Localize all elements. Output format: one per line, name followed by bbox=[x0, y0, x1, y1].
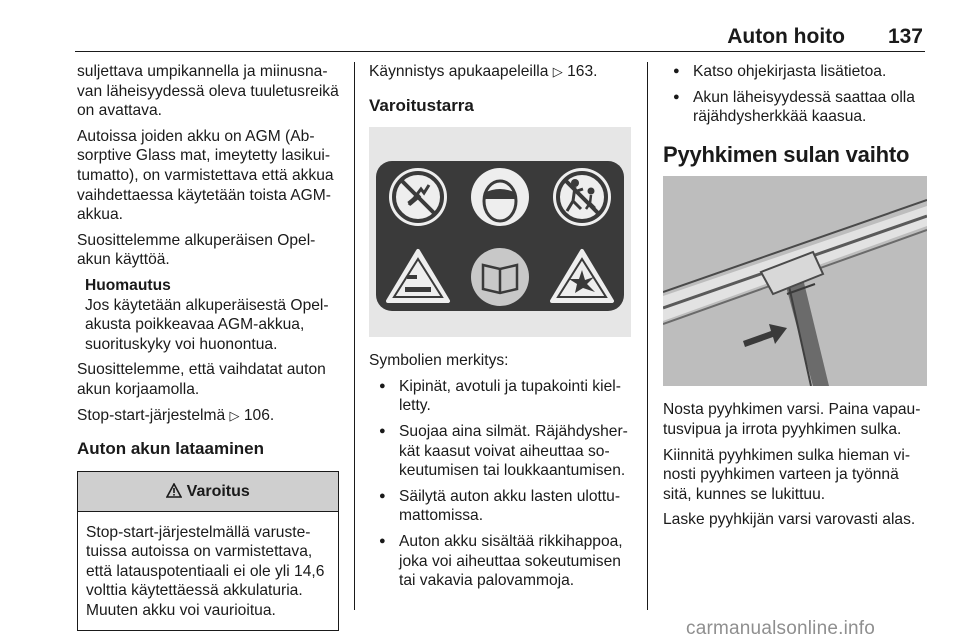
column-left bbox=[77, 62, 339, 631]
list-item: ● Suojaa aina silmät. Räjähdysherkät kaasut voivat aiheuttaa sokeutumisen tai loukkaantumisen. bbox=[369, 422, 633, 481]
reference-link[interactable]: 163. bbox=[567, 63, 598, 80]
list-item: ● Akun läheisyydessä saattaa olla räjähdysherkkää kaasua. bbox=[663, 88, 927, 127]
paragraph: Laske pyyhkijän varsi varovasti alas. bbox=[663, 511, 916, 529]
symbol-list bbox=[369, 377, 633, 591]
section-heading: Auton akun lataaminen bbox=[77, 439, 265, 459]
paragraph: Kiinnitä pyyhkimen sulka hieman vinosti pyyhkimen varteen ja työnnä sitä, kunnes se lukittuu. bbox=[663, 446, 911, 503]
section-title: Auton hoito bbox=[727, 25, 845, 48]
watermark: carmanualsonline.info bbox=[686, 618, 876, 639]
column-right bbox=[663, 62, 927, 536]
paragraph: suljettava umpikannella ja miinusnavan läheisyydessä oleva tuuletusreikä on avattava. bbox=[77, 63, 339, 120]
warning-box bbox=[77, 471, 339, 631]
triangle-right-outline-icon: ▷ bbox=[552, 64, 563, 79]
list-item: ● Auton akku sisältää rikkihappoa, joka voi aiheuttaa sokeutumisen tai vakavia palovammoja. bbox=[369, 532, 633, 591]
symbol-list-continued bbox=[663, 62, 927, 127]
reference-text: Stop-start-järjestelmä bbox=[77, 406, 230, 424]
column-divider bbox=[354, 62, 355, 610]
list-item: ● Katso ohjekirjasta lisätietoa. bbox=[663, 62, 927, 82]
warning-header bbox=[78, 472, 338, 512]
page-number: 137 bbox=[887, 25, 923, 48]
section-heading: Varoitustarra bbox=[369, 95, 474, 115]
paragraph: Autoissa joiden akku on AGM (Absorptive Glass mat, imeytetty lasikuitumatto), on varmistettava että akkua vaihdettaessa käytetään toista AGM-akkua. bbox=[77, 127, 334, 224]
warning-text: Stop-start-järjestelmällä varustetuissa autoissa on varmistettava, että latauspotentiaali ei ole yli 14,6 volttia käytettäessä akkulaturia. Muuten akku voi vaurioitua. bbox=[86, 523, 325, 620]
warning-triangle-icon bbox=[166, 483, 186, 500]
warning-title: Varoitus bbox=[186, 482, 250, 500]
paragraph: Symbolien merkitys: bbox=[369, 352, 509, 370]
reference-text: Käynnistys apukaapeleilla bbox=[369, 63, 553, 80]
paragraph: Suosittelemme, että vaihdatat auton akun korjaamolla. bbox=[77, 361, 326, 398]
note-text: Jos käytetään alkuperäisestä Opel-akusta poikkeavaa AGM-akkua, suorituskyky voi huonontua. bbox=[85, 296, 329, 353]
cross-reference bbox=[77, 406, 339, 426]
page-header bbox=[75, 24, 925, 52]
battery-warning-label-image bbox=[369, 127, 631, 337]
paragraph: Nosta pyyhkimen varsi. Paina vapautusvipua ja irrota pyyhkimen sulka. bbox=[663, 401, 921, 438]
triangle-right-outline-icon: ▷ bbox=[229, 407, 240, 423]
column-middle bbox=[369, 62, 633, 597]
list-item: ● Säilytä auton akku lasten ulottumattomissa. bbox=[369, 487, 633, 526]
cross-reference bbox=[369, 62, 633, 82]
paragraph: Suosittelemme alkuperäisen Opel-akun käyttöä. bbox=[77, 231, 316, 269]
section-heading: Pyyhkimen sulan vaihto bbox=[663, 141, 910, 167]
wiper-blade-image bbox=[663, 176, 927, 386]
column-divider bbox=[647, 62, 648, 610]
reference-link[interactable]: 106. bbox=[243, 406, 275, 424]
note-title: Huomautus bbox=[85, 276, 171, 294]
list-item: ● Kipinät, avotuli ja tupakointi kielletty. bbox=[369, 377, 633, 416]
